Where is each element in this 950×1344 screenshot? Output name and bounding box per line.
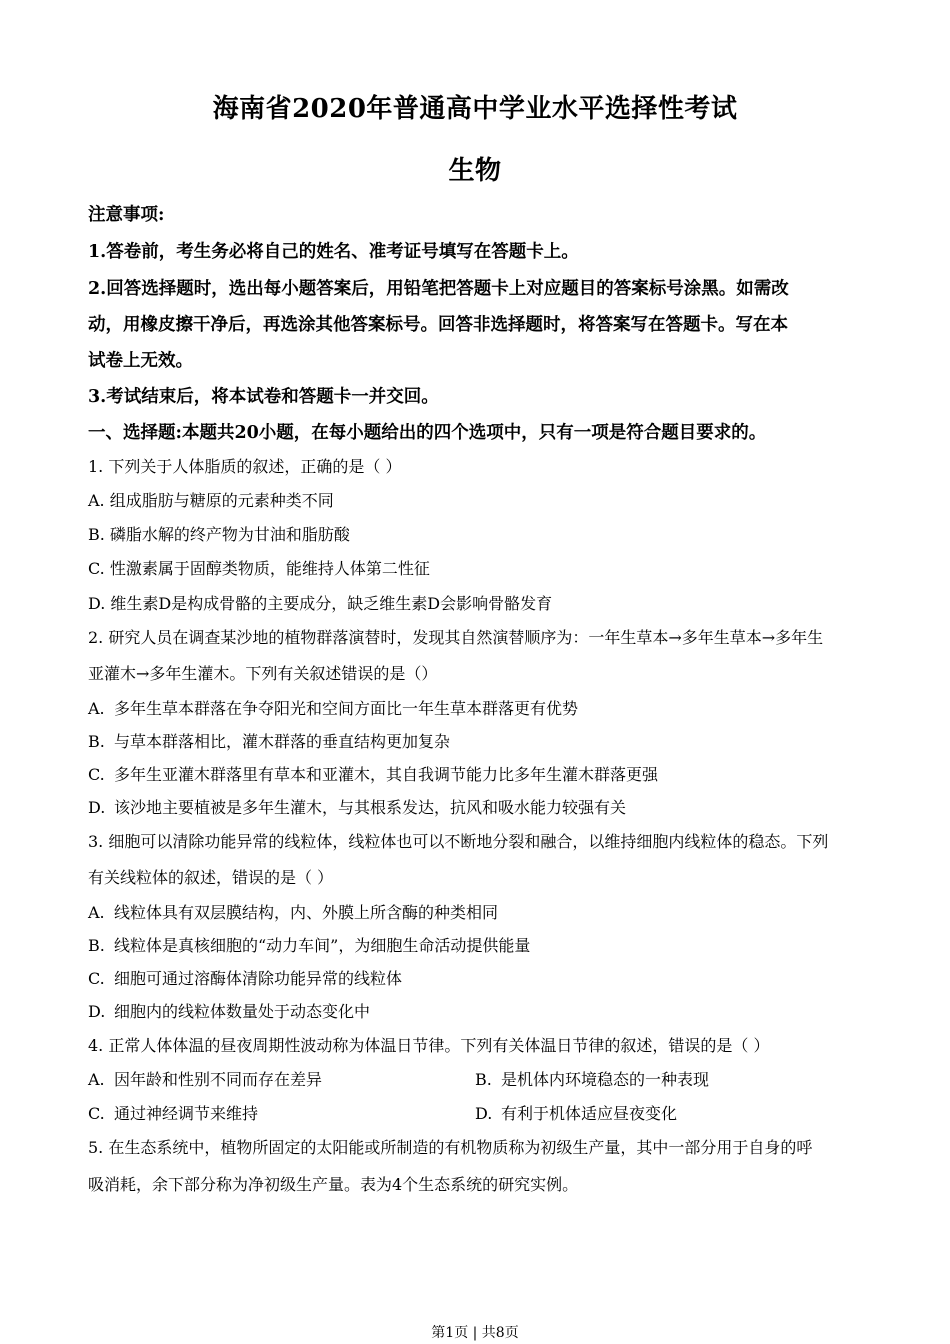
q1-option-b: B. 磷脂水解的终产物为甘油和脂肪酸 bbox=[88, 525, 350, 544]
option-label: B. bbox=[88, 936, 105, 955]
option-label: A. bbox=[88, 1070, 105, 1089]
q2-option-c bbox=[88, 765, 658, 785]
q2-option-b bbox=[88, 732, 450, 752]
notice-heading: 注意事项: bbox=[88, 205, 165, 225]
option-label: A. bbox=[88, 699, 105, 718]
option-text: 细胞可通过溶酶体清除功能异常的线粒体 bbox=[114, 969, 403, 988]
q3-option-a bbox=[88, 903, 498, 923]
notice-item-2-line-2: 动，用橡皮擦干净后，再选涂其他答案标号。回答非选择题时，将答案写在答题卡。写在本 bbox=[88, 315, 788, 335]
option-text: 该沙地主要植被是多年生灌木，与其根系发达，抗风和吸水能力较强有关 bbox=[114, 798, 627, 817]
q3-option-d bbox=[88, 1002, 370, 1022]
notice-item-2-line-3: 试卷上无效。 bbox=[88, 351, 193, 371]
option-label: D. bbox=[88, 798, 106, 817]
option-label: B. bbox=[88, 732, 105, 751]
option-text: 细胞内的线粒体数量处于动态变化中 bbox=[114, 1002, 371, 1021]
notice-item-2-line-1: 2.回答选择题时，选出每小题答案后，用铅笔把答题卡上对应题目的答案标号涂黑。如需改 bbox=[88, 279, 789, 299]
subject-title: 生物 bbox=[448, 156, 502, 186]
option-text: 是机体内环境稳态的一种表现 bbox=[501, 1070, 710, 1089]
q4-option-a bbox=[88, 1070, 322, 1090]
option-label: A. bbox=[88, 903, 105, 922]
q3-option-b bbox=[88, 936, 530, 956]
q4-option-d bbox=[475, 1104, 677, 1124]
notice-item-3: 3.考试结束后，将本试卷和答题卡一并交回。 bbox=[88, 387, 439, 407]
q3-option-c bbox=[88, 969, 402, 989]
option-text: 因年龄和性别不同而存在差异 bbox=[114, 1070, 323, 1089]
option-label: D. bbox=[475, 1104, 493, 1123]
q2-option-a bbox=[88, 699, 578, 719]
q5-stem-line-1: 5. 在生态系统中，植物所固定的太阳能或所制造的有机物质称为初级生产量，其中一部分用于自身的呼 bbox=[88, 1138, 813, 1157]
q3-stem-line-1: 3. 细胞可以清除功能异常的线粒体，线粒体也可以不断地分裂和融合，以维持细胞内线粒体的稳态。下列 bbox=[88, 832, 829, 851]
section-heading: 一、选择题:本题共20小题，在每小题给出的四个选项中，只有一项是符合题目要求的。 bbox=[88, 423, 767, 443]
page-footer: 第1页 | 共8页 bbox=[431, 1325, 519, 1341]
q3-stem-line-2: 有关线粒体的叙述，错误的是（ ） bbox=[88, 868, 334, 887]
option-label: C. bbox=[88, 969, 105, 988]
option-text: 多年生草本群落在争夺阳光和空间方面比一年生草本群落更有优势 bbox=[114, 699, 579, 718]
option-label: C. bbox=[88, 1104, 105, 1123]
exam-title: 海南省2020年普通高中学业水平选择性考试 bbox=[212, 94, 738, 124]
q4-option-b bbox=[475, 1070, 709, 1090]
q2-stem-line-1: 2. 研究人员在调查某沙地的植物群落演替时，发现其自然演替顺序为：一年生草本→多年生草本→多年生 bbox=[88, 628, 824, 647]
option-text: 有利于机体适应昼夜变化 bbox=[501, 1104, 678, 1123]
q5-stem-line-2: 吸消耗，余下部分称为净初级生产量。表为4个生态系统的研究实例。 bbox=[88, 1175, 579, 1194]
option-label: D. bbox=[88, 1002, 106, 1021]
q4-stem: 4. 正常人体体温的昼夜周期性波动称为体温日节律。下列有关体温日节律的叙述，错误的是（ ） bbox=[88, 1036, 770, 1055]
q1-option-c: C. 性激素属于固醇类物质，能维持人体第二性征 bbox=[88, 559, 430, 578]
option-text: 多年生亚灌木群落里有草本和亚灌木，其自我调节能力比多年生灌木群落更强 bbox=[114, 765, 659, 784]
option-text: 通过神经调节来维持 bbox=[114, 1104, 259, 1123]
q1-stem: 1. 下列关于人体脂质的叙述，正确的是（ ） bbox=[88, 457, 402, 476]
notice-item-1: 1.答卷前，考生务必将自己的姓名、准考证号填写在答题卡上。 bbox=[88, 242, 579, 262]
q1-option-d: D. 维生素D是构成骨骼的主要成分，缺乏维生素D会影响骨骼发育 bbox=[88, 594, 553, 613]
option-text: 与草本群落相比，灌木群落的垂直结构更加复杂 bbox=[114, 732, 451, 751]
q2-stem-line-2: 亚灌木→多年生灌木。下列有关叙述错误的是（） bbox=[88, 664, 438, 683]
option-label: C. bbox=[88, 765, 105, 784]
q2-option-d bbox=[88, 798, 626, 818]
option-text: 线粒体是真核细胞的“动力车间”，为细胞生命活动提供能量 bbox=[114, 936, 531, 955]
q1-option-a: A. 组成脂肪与糖原的元素种类不同 bbox=[88, 491, 334, 510]
q4-option-c bbox=[88, 1104, 258, 1124]
option-text: 线粒体具有双层膜结构，内、外膜上所含酶的种类相同 bbox=[114, 903, 499, 922]
option-label: B. bbox=[475, 1070, 492, 1089]
